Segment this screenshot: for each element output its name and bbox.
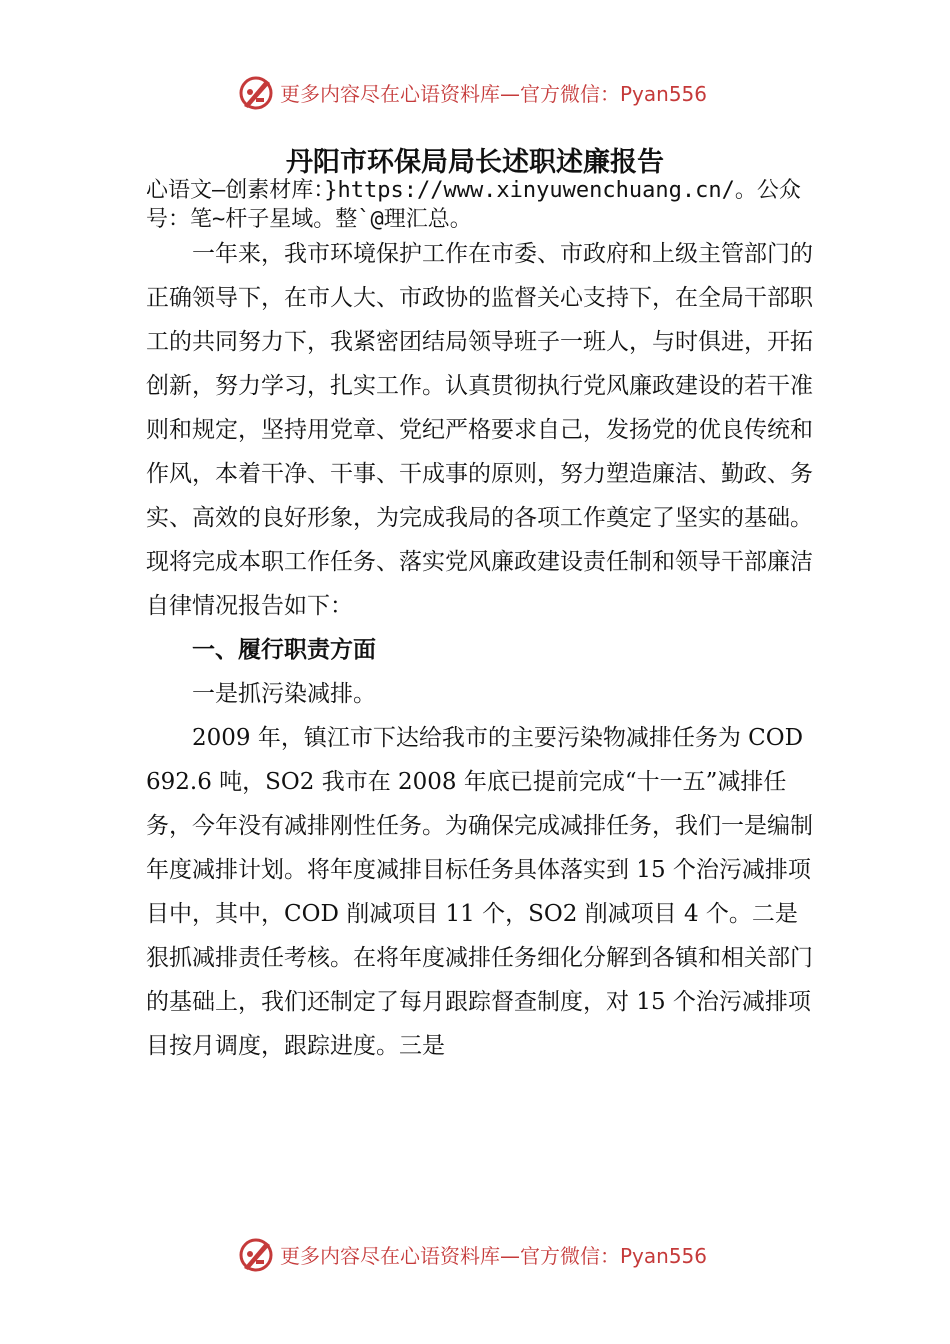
paragraph-emission: 2009 年，镇江市下达给我市的主要污染物减排任务为 COD 692.6 吨，SO2 我市在 2008 年底已提前完成“十一五”减排任务，今年没有减排刚性任务。为确保完成减排任务，我们一是编制年度减排计划。将年度减排目标任务具体落实到 15 个治污减排项目中，其中，COD 削减项目 11 个，SO2 削减项目 4 个。二是狠抓减排责任考核。在将年度减排任务细化分解到各镇和相关部门的基础上，我们还制定了每月跟踪督查制度，对 15 个治污减排项目按月调度，跟踪进度。三是 bbox=[146, 725, 813, 1059]
banner-text: 更多内容尽在心语资料库—官方微信：Pyan556 bbox=[280, 1244, 708, 1268]
footer-banner bbox=[0, 1232, 950, 1276]
header-banner bbox=[0, 70, 950, 114]
section-heading: 一、履行职责方面 bbox=[192, 637, 376, 663]
document-title: 丹阳市环保局局长述职述廉报告 bbox=[286, 147, 664, 178]
document-body bbox=[146, 232, 816, 1068]
pen-seal-logo-icon bbox=[236, 1234, 276, 1274]
source-line: 心语文—创素材库：}https://www.xinyuwenchuang.cn/。公众号：笔~杆子星域。整`@理汇总。 bbox=[146, 178, 801, 232]
pen-seal-logo-icon bbox=[236, 72, 276, 112]
paragraph-intro: 一年来，我市环境保护工作在市委、市政府和上级主管部门的正确领导下，在市人大、市政协的监督关心支持下，在全局干部职工的共同努力下，我紧密团结局领导班子一班人，与时俱进，开拓创新，努力学习，扎实工作。认真贯彻执行党风廉政建设的若干准则和规定，坚持用党章、党纪严格要求自己，发扬党的优良传统和作风，本着干净、干事、干成事的原则，努力塑造廉洁、勤政、务实、高效的良好形象，为完成我局的各项工作奠定了坚实的基础。现将完成本职工作任务、落实党风廉政建设责任制和领导干部廉洁自律情况报告如下： bbox=[146, 241, 813, 619]
banner-text: 更多内容尽在心语资料库—官方微信：Pyan556 bbox=[280, 82, 708, 106]
paragraph-subheading: 一是抓污染减排。 bbox=[192, 681, 376, 707]
